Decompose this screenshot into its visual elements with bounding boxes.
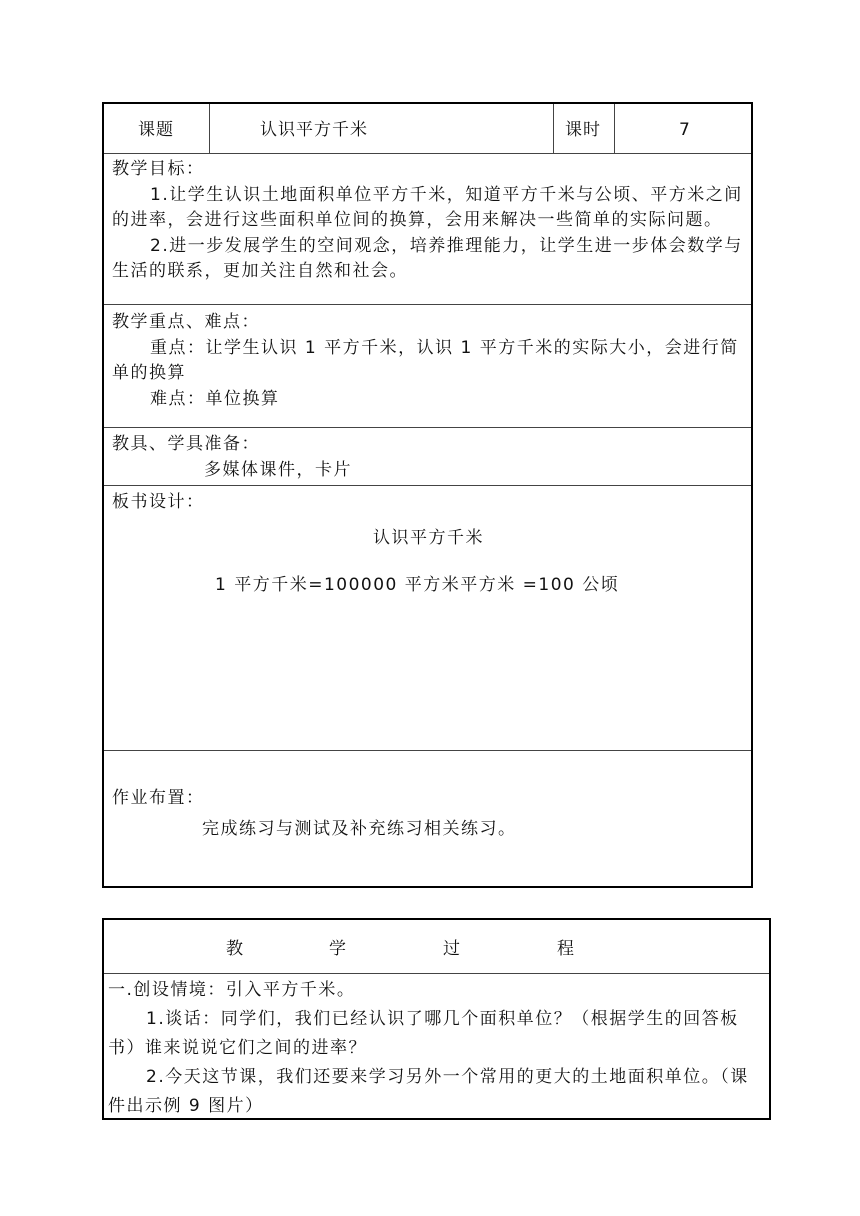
board-heading: 认识平方千米 bbox=[373, 527, 484, 548]
lesson-info-table bbox=[102, 102, 753, 888]
process-section-1 bbox=[108, 976, 765, 1121]
divider bbox=[104, 750, 751, 751]
board-formula: 1 平方千米=100000 平方米平方米 =100 公顷 bbox=[215, 575, 620, 595]
process-header-char: 学 bbox=[329, 939, 346, 959]
divider bbox=[104, 153, 751, 154]
materials-section bbox=[112, 432, 745, 483]
process-item: 2.今天这节课，我们还要来学习另外一个常用的更大的土地面积单位。（课件出示例 9 图片） bbox=[108, 1067, 749, 1116]
board-section bbox=[112, 490, 745, 599]
materials-title: 教具、学具准备： bbox=[112, 434, 260, 454]
objectives-section bbox=[112, 157, 745, 285]
divider bbox=[209, 104, 210, 153]
homework-title: 作业布置： bbox=[112, 788, 205, 808]
process-header-char: 过 bbox=[443, 939, 460, 959]
process-section-title: 一.创设情境：引入平方千米。 bbox=[108, 980, 356, 1000]
process-item: 1.谈话：同学们，我们已经认识了哪几个面积单位？（根据学生的回答板书）谁来说说它们之间的进率？ bbox=[108, 1009, 739, 1058]
topic-value: 认识平方千米 bbox=[260, 120, 368, 140]
key-points-title: 教学重点、难点： bbox=[112, 312, 260, 332]
divider bbox=[614, 104, 615, 153]
homework-section bbox=[112, 786, 745, 842]
teaching-process-table bbox=[102, 918, 771, 1120]
divider bbox=[104, 485, 751, 486]
divider bbox=[104, 427, 751, 428]
divider bbox=[553, 104, 554, 153]
key-points-section bbox=[112, 310, 745, 412]
board-title: 板书设计： bbox=[112, 492, 205, 512]
homework-content: 完成练习与测试及补充练习相关练习。 bbox=[202, 818, 517, 839]
objective-item: 1.让学生认识土地面积单位平方千米，知道平方千米与公顷、平方米之间的进率，会进行这些面积单位间的换算，会用来解决一些简单的实际问题。 bbox=[112, 184, 743, 230]
process-header-char: 教 bbox=[226, 939, 243, 959]
process-header-char: 程 bbox=[557, 939, 574, 959]
materials-content: 多媒体课件，卡片 bbox=[204, 459, 352, 480]
divider bbox=[104, 304, 751, 305]
period-label: 课时 bbox=[565, 120, 601, 140]
topic-label: 课题 bbox=[138, 120, 174, 140]
objectives-title: 教学目标： bbox=[112, 159, 205, 179]
period-value: 7 bbox=[679, 120, 691, 140]
key-point-difficulty: 难点：单位换算 bbox=[150, 388, 280, 409]
key-point-focus: 重点：让学生认识 1 平方千米，认识 1 平方千米的实际大小，会进行简单的换算 bbox=[112, 337, 739, 383]
objective-item: 2.进一步发展学生的空间观念，培养推理能力，让学生进一步体会数学与生活的联系，更加关注自然和社会。 bbox=[112, 235, 743, 281]
divider bbox=[104, 973, 769, 974]
